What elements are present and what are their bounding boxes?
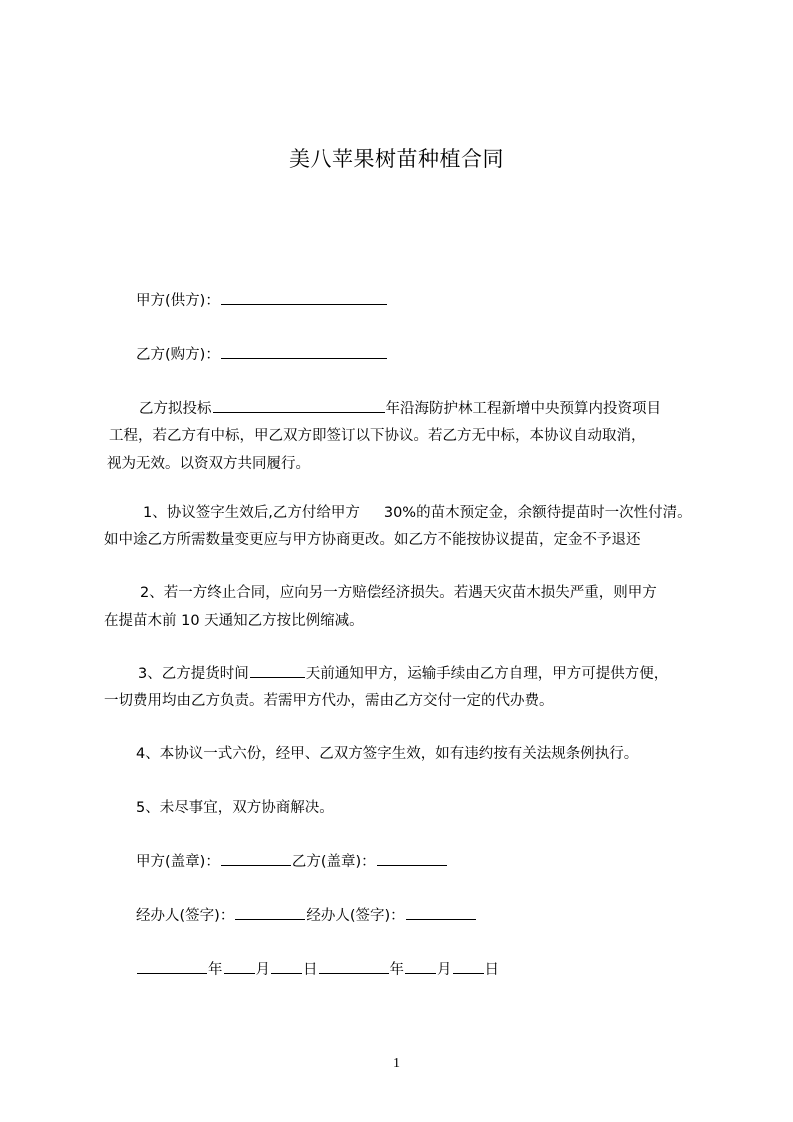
- party-a-seal-label: 甲方(盖章)：: [136, 854, 220, 870]
- party-a-year-blank: [137, 961, 207, 974]
- clause-3-text-1: 3、乙方提货时间: [138, 666, 249, 682]
- intro-text-1: 乙方拟投标: [139, 401, 212, 417]
- date-line: [136, 961, 499, 978]
- party-a-seal-blank: [221, 853, 291, 866]
- intro-line-1: [139, 400, 661, 417]
- clause-3-text-2: 天前通知甲方，运输手续由乙方自理，甲方可提供方便，: [305, 666, 669, 682]
- clause-2-line-1: 2、若一方终止合同，应向另一方赔偿经济损失。若遇天灾苗木损失严重，则甲方: [140, 585, 657, 601]
- clause-3-line-2: 一切费用均由乙方负责。若需甲方代办，需由乙方交付一定的代办费。: [104, 693, 554, 709]
- delivery-time-blank: [250, 665, 305, 678]
- party-b-agent-label: 经办人(签字)：: [306, 908, 405, 924]
- intro-line-3: 视为无效。以资双方共同履行。: [107, 456, 310, 472]
- party-b-day-blank: [453, 961, 484, 974]
- party-a-label: 甲方(供方)：: [136, 293, 220, 309]
- page-number: 1: [393, 1056, 400, 1071]
- party-a-line: [136, 292, 388, 309]
- intro-line-2: 工程，若乙方有中标，甲乙双方即签订以下协议。若乙方无中标，本协议自动取消，: [109, 428, 646, 444]
- clause-4: 4、本协议一式六份，经甲、乙双方签字生效，如有违约按有关法规条例执行。: [136, 746, 639, 762]
- party-b-agent-blank: [406, 907, 476, 920]
- party-a-month-blank: [224, 961, 255, 974]
- clause-5: 5、未尽事宜，双方协商解决。: [136, 800, 334, 816]
- party-b-seal-label: 乙方(盖章)：: [291, 854, 376, 870]
- clause-2-line-2: 在提苗木前 10 天通知乙方按比例缩减。: [104, 613, 364, 629]
- month-label-a: 月: [255, 962, 270, 978]
- clause-1-text-2: 30%的苗木预定金，余额待提苗时一次性付清。: [383, 505, 692, 521]
- party-b-label: 乙方(购方)：: [136, 347, 220, 363]
- party-b-year-blank: [319, 961, 389, 974]
- clause-1-text-1: 1、协议签字生效后,乙方付给甲方: [143, 505, 360, 521]
- party-a-day-blank: [271, 961, 302, 974]
- clause-1-line-2: 如中途乙方所需数量变更应与甲方协商更改。如乙方不能按协议提苗，定金不予退还: [104, 532, 641, 548]
- month-label-b: 月: [437, 962, 452, 978]
- party-a-agent-label: 经办人(签字)：: [136, 908, 235, 924]
- party-b-blank: [221, 346, 387, 359]
- party-a-agent-blank: [235, 907, 305, 920]
- party-a-blank: [221, 292, 387, 305]
- year-label-b: 年: [389, 962, 404, 978]
- agent-signature-line: [136, 907, 477, 924]
- document-title: 美八苹果树苗种植合同: [289, 147, 504, 171]
- intro-text-2: 年沿海防护林工程新增中央预算内投资项目: [385, 401, 661, 417]
- clause-3-line-1: [138, 665, 668, 682]
- year-label-a: 年: [208, 962, 223, 978]
- seal-line: [136, 853, 448, 870]
- party-b-month-blank: [405, 961, 436, 974]
- clause-1-line-1: [143, 505, 692, 521]
- party-b-seal-blank: [377, 853, 447, 866]
- day-label-a: 日: [303, 962, 318, 978]
- party-b-line: [136, 346, 388, 363]
- bid-year-blank: [213, 400, 385, 413]
- day-label-b: 日: [484, 962, 499, 978]
